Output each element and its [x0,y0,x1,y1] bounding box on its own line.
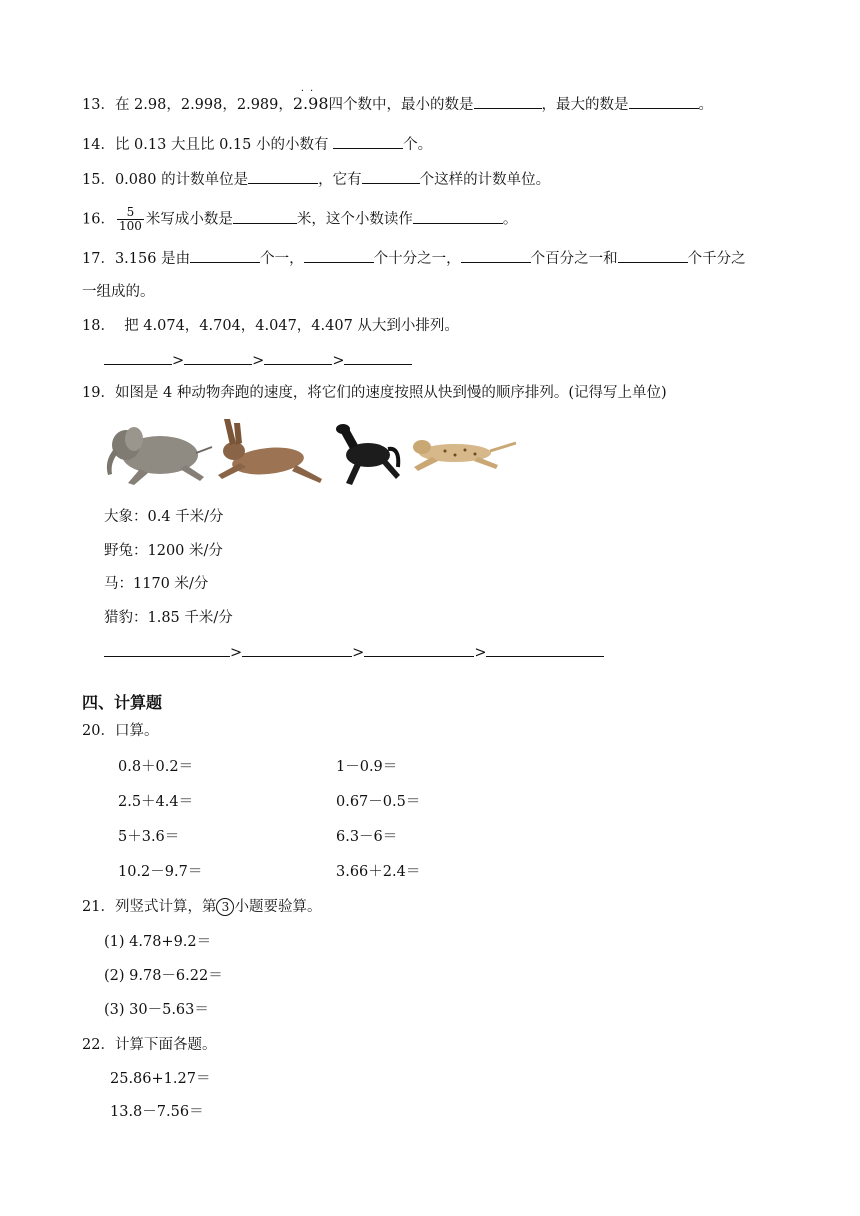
question-17: 17．3.156 是由 个一， 个十分之一， 个百分之一和 个千分之 [82,248,746,269]
question-18 [82,316,459,336]
question-text: 比 0.13 大且比 0.15 小的小数有 [114,137,334,153]
cheetah-image [413,440,516,471]
answer-blank[interactable] [413,209,503,224]
question-text: 在 2.98，2.998，2.989， [114,97,293,113]
circled-number: 3 [216,898,234,916]
answer-blank[interactable] [233,209,297,224]
question-number: 13． [82,97,115,113]
mental-item: 1－0.9＝ [336,759,398,775]
mental-item: 3.66＋2.4＝ [336,864,421,880]
question-21: 21．列竖式计算，第 3 小题要验算。 [82,899,322,915]
q19-answer-row: > > > [104,642,604,663]
answer-blank[interactable] [248,169,318,184]
question-text: 0.080 的计数单位是 [114,172,249,188]
elephant-image [107,427,212,485]
q18-answer-row: > > > [104,350,412,371]
mental-item: 5＋3.6＝ [118,829,180,845]
question-number: 16． [82,211,115,228]
answer-blank[interactable] [184,350,252,365]
vertical-calc-item: (2) 9.78－6.22＝ [104,968,223,984]
question-text: 计算下面各题。 [114,1037,217,1053]
question-number: 19． [82,385,115,401]
hare-image [218,419,322,483]
mental-item: 0.67－0.5＝ [336,794,421,810]
speed-hare: 野兔：1200 米/分 [104,543,223,559]
answer-blank[interactable] [618,248,688,263]
answer-blank[interactable] [364,642,474,657]
horse-image [336,424,400,485]
answer-blank[interactable] [344,350,412,365]
question-20 [82,721,158,741]
speed-cheetah: 猎豹：1.85 千米/分 [104,610,233,626]
repeating-decimal: ·· 2.98 [292,86,329,113]
mental-item: 0.8＋0.2＝ [118,759,194,775]
question-number: 15． [82,172,115,188]
answer-blank[interactable] [474,94,542,109]
mental-item: 6.3－6＝ [336,829,398,845]
mental-item: 2.5＋4.4＝ [118,794,194,810]
animals-image [100,417,520,495]
calc-item: 13.8－7.56＝ [110,1104,204,1120]
question-text: 把 4.074，4.704，4.047，4.407 从大到小排列。 [124,318,459,334]
answer-blank[interactable] [486,642,604,657]
answer-blank[interactable] [190,248,260,263]
answer-blank[interactable] [242,642,352,657]
question-22 [82,1035,216,1055]
question-number: 20． [82,723,115,739]
question-14: 14．比 0.13 大且比 0.15 小的小数有 个。 [82,134,432,155]
answer-blank[interactable] [461,248,531,263]
question-17-line2: 一组成的。 [82,284,155,300]
question-number: 18． [82,318,115,334]
answer-blank[interactable] [362,169,420,184]
mental-item: 10.2－9.7＝ [118,864,203,880]
calc-item: 25.86+1.27＝ [110,1071,211,1087]
question-number: 14． [82,137,115,153]
answer-blank[interactable] [629,94,699,109]
question-number: 17． [82,251,115,267]
fraction: $\frac{5}{100}$ [118,205,142,233]
vertical-calc-item: (1) 4.78+9.2＝ [104,934,212,950]
question-15: 15．0.080 的计数单位是 ，它有 个这样的计数单位。 [82,169,550,190]
speed-horse: 马：1170 米/分 [104,576,209,592]
section-title: 四、计算题 [82,693,163,712]
answer-blank[interactable] [104,350,172,365]
answer-blank[interactable] [333,134,403,149]
question-13: 13．在 2.98，2.998，2.989， ·· 2.98四个数中，最小的数是 ，最大的数是 。 [82,86,713,113]
answer-blank[interactable] [304,248,374,263]
answer-blank[interactable] [264,350,332,365]
vertical-calc-item: (3) 30－5.63＝ [104,1002,209,1018]
question-19 [82,383,667,403]
answer-blank[interactable] [104,642,230,657]
question-number: 22． [82,1037,115,1053]
question-text: 口算。 [114,723,159,739]
question-16: 16． $\frac{5}{100}$ 米写成小数是 米，这个小数读作 。 [82,205,518,233]
question-text: 如图是 4 种动物奔跑的速度，将它们的速度按照从快到慢的顺序排列。(记得写上单位) [114,385,667,401]
speed-elephant: 大象：0.4 千米/分 [104,509,224,525]
question-number: 21． [82,899,115,915]
